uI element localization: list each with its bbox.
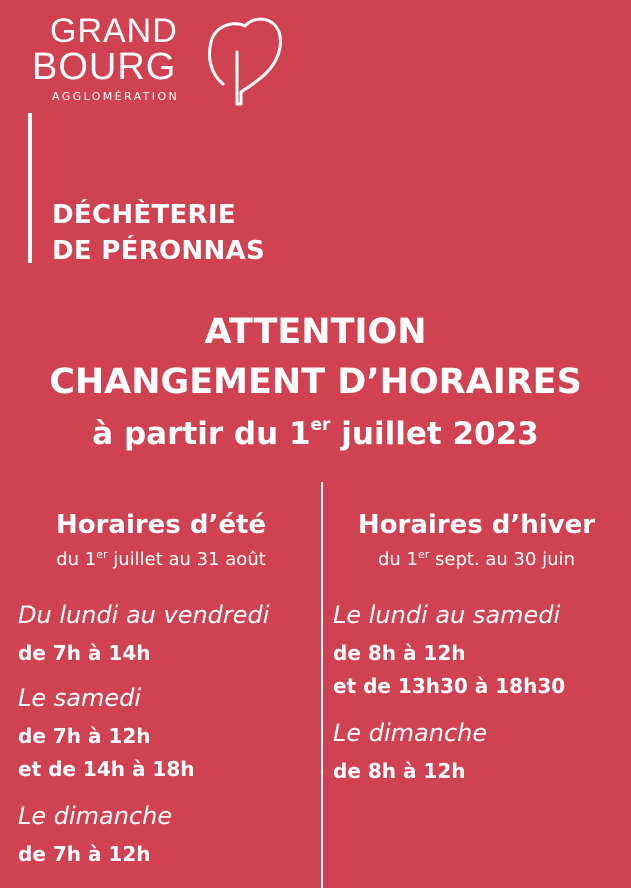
summer-day-sunday: Le dimanche xyxy=(18,802,173,830)
logo-text-grand: GRAND xyxy=(50,12,178,50)
summer-range xyxy=(0,548,322,570)
winter-hours-weekdays-1: de 8h à 12h xyxy=(333,641,466,665)
title-accent-bar xyxy=(28,113,32,263)
winter-title: Horaires d’hiver xyxy=(357,510,596,540)
winter-hours-sunday: de 8h à 12h xyxy=(333,759,466,783)
site-name-line-1: DÉCHÈTERIE xyxy=(52,200,236,230)
headline-change: CHANGEMENT D’HORAIRES xyxy=(49,362,582,402)
column-divider xyxy=(321,482,323,888)
headline-date xyxy=(0,415,631,452)
summer-range-suffix: juillet au 31 août xyxy=(107,549,266,570)
winter-day-weekdays: Le lundi au samedi xyxy=(333,601,561,629)
summer-range-prefix: du 1 xyxy=(56,549,97,570)
summer-hours-saturday-2: et de 14h à 18h xyxy=(18,757,195,781)
winter-range-prefix: du 1 xyxy=(377,549,418,570)
logo-text-agglomeration: AGGLOMÉRATION xyxy=(52,90,180,103)
summer-hours-sunday: de 7h à 12h xyxy=(18,842,151,866)
logo-text-bourg: BOURG xyxy=(32,46,177,88)
winter-range-sup: er xyxy=(418,548,430,561)
summer-day-weekdays: Du lundi au vendredi xyxy=(18,601,270,629)
winter-range xyxy=(322,548,631,570)
summer-day-saturday: Le samedi xyxy=(18,684,142,712)
heart-logo-icon xyxy=(203,12,283,108)
grand-bourg-logo xyxy=(18,10,288,105)
summer-hours-saturday-1: de 7h à 12h xyxy=(18,724,151,748)
headline-date-prefix: à partir du 1 xyxy=(92,416,311,452)
summer-title: Horaires d’été xyxy=(55,510,267,540)
headline-date-sup: er xyxy=(310,415,331,435)
winter-hours-weekdays-2: et de 13h30 à 18h30 xyxy=(333,674,566,698)
headline-attention: ATTENTION xyxy=(204,312,427,352)
winter-day-sunday: Le dimanche xyxy=(333,719,488,747)
site-name-line-2: DE PÉRONNAS xyxy=(52,236,266,266)
winter-range-suffix: sept. au 30 juin xyxy=(429,549,576,570)
summer-hours-weekdays: de 7h à 14h xyxy=(18,641,151,665)
site-name xyxy=(52,197,265,269)
headline-date-suffix: juillet 2023 xyxy=(330,416,539,452)
summer-range-sup: er xyxy=(96,548,108,561)
